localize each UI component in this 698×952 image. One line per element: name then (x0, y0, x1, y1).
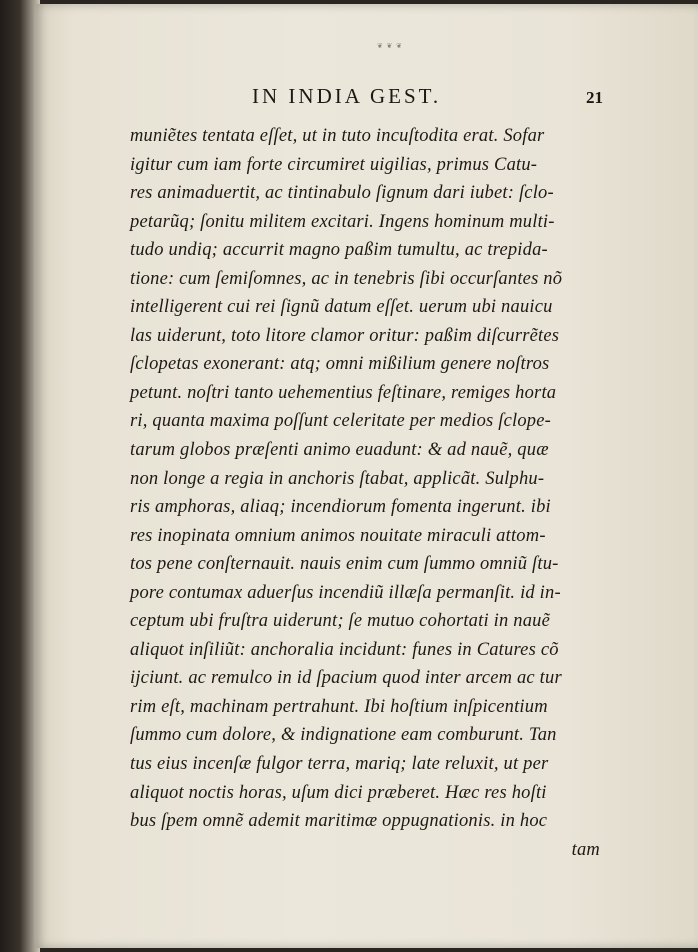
text-line: tudo undiq; accurrit magno paßim tumultu, ac trepida- (130, 240, 548, 261)
text-line: non longe a regia in anchoris ſtabat, applicãt. Sulphu- (130, 468, 545, 489)
header-ornament: ❦ ❦ ❦ (376, 42, 404, 50)
text-line: tus eius incenſæ fulgor terra, mariq; late reluxit, ut per (130, 754, 549, 775)
text-line: aliquot inſiliũt: anchoralia incidunt: funes in Catures cõ (130, 639, 559, 660)
text-line: muniẽtes tentata eſſet, ut in tuto incuſtodita erat. Sofar (130, 126, 545, 146)
text-line: las uiderunt, toto litore clamor oritur: paßim diſcurrẽtes (130, 325, 560, 346)
text-line: tarum globos præſenti animo euadunt: & ad nauẽ, quæ (130, 440, 549, 461)
book-page (34, 4, 698, 948)
text-line: rim eſt, machinam pertrahunt. Ibi hoſtium inſpicentium (130, 696, 548, 717)
text-line: aliquot noctis horas, uſum dici præberet. Hæc res hoſti (130, 782, 547, 803)
text-line: ijciunt. ac remulco in id ſpacium quod inter arcem ac tur (130, 668, 562, 689)
text-line: res inopinata omnium animos nouitate miraculi attom- (130, 525, 546, 546)
text-line: igitur cum iam forte circumiret uigilias, primus Catu- (130, 154, 538, 175)
body-text (130, 122, 620, 864)
text-line: ſummo cum dolore, & indignatione eam comburunt. Tan (130, 725, 557, 746)
text-line: ris amphoras, aliaq; incendiorum fomenta ingerunt. ibi (130, 497, 551, 518)
text-line: ri, quanta maxima poſſunt celeritate per medios ſclope- (130, 411, 552, 432)
text-line: ſclopetas exonerant: atq; omni mißilium genere noſtros (130, 354, 550, 375)
text-line: petarũq; ſonitu militem excitari. Ingens hominum multi- (130, 211, 555, 232)
text-line: intelligerent cui rei ſignũ datum eſſet. uerum ubi nauicu (130, 297, 553, 318)
text-line: tam (571, 839, 600, 860)
text-line: bus ſpem omnẽ ademit maritimæ oppugnationis. in hoc (130, 811, 548, 832)
text-line: petunt. noſtri tanto uehementius feſtinare, remiges horta (130, 382, 557, 403)
text-line: pore contumax aduerſus incendiũ illæſa permanſit. id in- (130, 582, 561, 603)
text-line: ceptum ubi fruſtra uiderunt; ſe mutuo cohortati in nauẽ (130, 611, 551, 632)
running-title: IN INDIA GEST. (252, 84, 442, 108)
text-line: res animaduertit, ac tintinabulo ſignum dari iubet: ſclo- (130, 183, 554, 204)
text-line: tos pene conſternauit. nauis enim cum ſummo omniũ ſtu- (130, 554, 559, 575)
text-line: tione: cum ſemiſomnes, ac in tenebris ſibi occurſantes nõ (130, 268, 563, 289)
page-number: 21 (586, 88, 603, 107)
